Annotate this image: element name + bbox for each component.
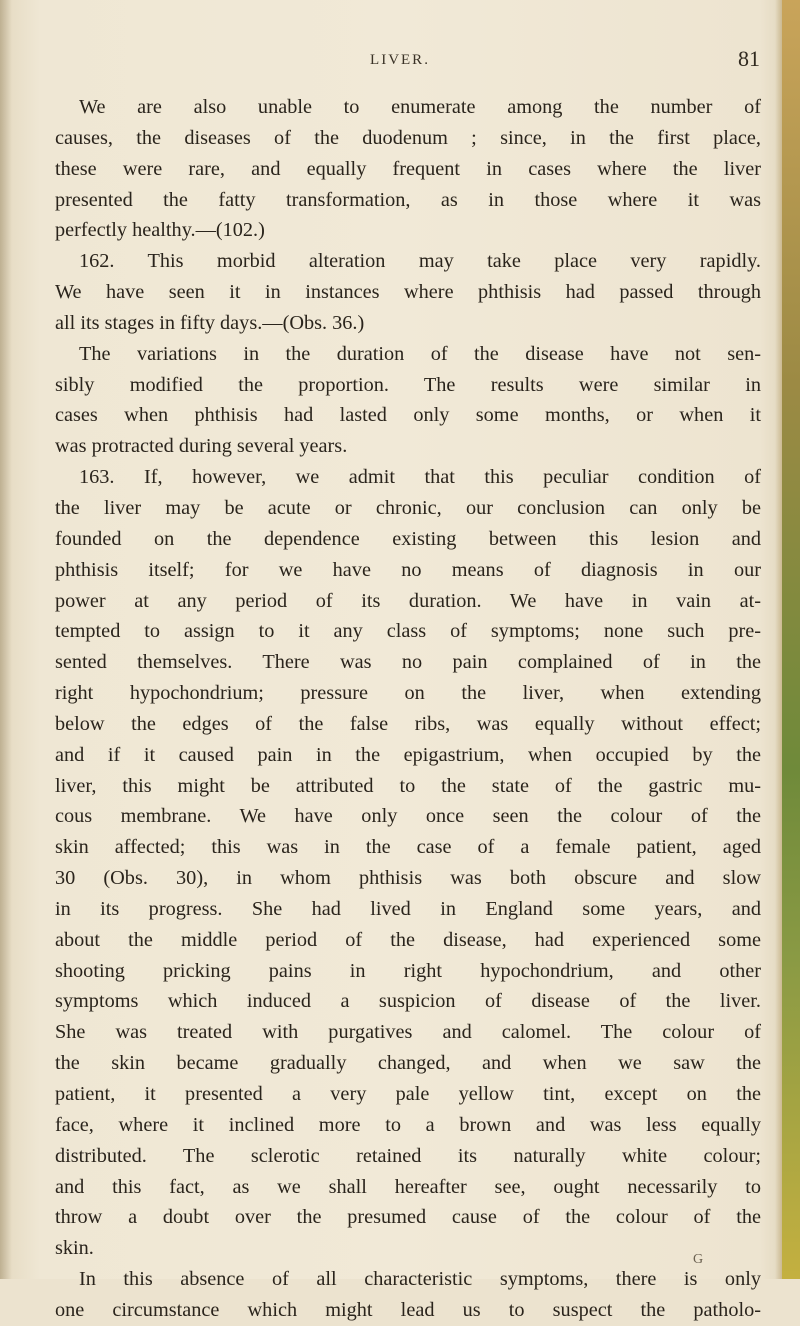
- text-line: patient, it presented a very pale yellow tint, except on the: [55, 1083, 761, 1105]
- text-line: tempted to assign to it any class of symptoms; none such pre-: [55, 620, 761, 643]
- body-text: [55, 92, 761, 1326]
- text-line: shooting pricking pains in right hypochondrium, and other: [55, 959, 761, 982]
- text-line: We have seen it in instances where phthisis had passed through: [55, 281, 761, 304]
- page-edge-binding: [782, 0, 800, 1279]
- text-line: cases when phthisis had lasted only some months, or when it: [55, 404, 761, 427]
- text-line: 163. If, however, we admit that this peculiar condition of: [79, 466, 761, 489]
- text-line: all its stages in fifty days.—(Obs. 36.): [55, 311, 365, 334]
- text-line: the skin became gradually changed, and when we saw the: [55, 1052, 761, 1075]
- text-line: right hypochondrium; pressure on the liver, when extending: [55, 682, 761, 705]
- text-line: founded on the dependence existing between this lesion and: [55, 527, 761, 550]
- text-line: distributed. The sclerotic retained its naturally white colour;: [55, 1144, 761, 1167]
- text-line: 30 (Obs. 30), in whom phthisis was both obscure and slow: [55, 867, 761, 890]
- text-line: one circumstance which might lead us to suspect the patholo-: [55, 1298, 761, 1321]
- text-line: The variations in the duration of the disease have not sen-: [79, 342, 761, 365]
- text-line: the liver may be acute or chronic, our conclusion can only be: [55, 496, 761, 519]
- text-line: and this fact, as we shall hereafter see, ought necessarily to: [55, 1175, 761, 1198]
- text-line: liver, this might be attributed to the state of the gastric mu-: [55, 774, 761, 797]
- text-line: symptoms which induced a suspicion of disease of the liver.: [55, 990, 761, 1013]
- text-line: power at any period of its duration. We have in vain at-: [55, 589, 761, 612]
- text-line: cous membrane. We have only once seen the colour of the: [55, 805, 761, 828]
- text-line: skin affected; this was in the case of a female patient, aged: [55, 836, 761, 859]
- text-line: phthisis itself; for we have no means of diagnosis in our: [55, 558, 761, 581]
- text-line: throw a doubt over the presumed cause of the colour of the: [55, 1206, 761, 1229]
- text-line: below the edges of the false ribs, was equally without effect;: [55, 712, 761, 735]
- text-line: We are also unable to enumerate among the number of: [79, 96, 761, 118]
- text-line: and if it caused pain in the epigastrium, when occupied by the: [55, 743, 761, 766]
- gutter-shadow: [0, 0, 12, 1279]
- text-line: about the middle period of the disease, had experienced some: [55, 928, 761, 951]
- text-line: presented the fatty transformation, as in those where it was: [55, 188, 761, 211]
- text-line: was protracted during several years.: [55, 435, 348, 458]
- text-line: in its progress. She had lived in England some years, and: [55, 897, 761, 920]
- text-line: skin.: [55, 1237, 94, 1260]
- text-line: face, where it inclined more to a brown and was less equally: [55, 1113, 761, 1136]
- text-line: sibly modified the proportion. The results were similar in: [55, 373, 761, 396]
- page-number: 81: [738, 46, 760, 71]
- text-line: these were rare, and equally frequent in cases where the liver: [55, 157, 761, 180]
- running-head: LIVER.: [370, 52, 430, 68]
- text-line: sented themselves. There was no pain complained of in the: [55, 651, 761, 674]
- signature-mark: G: [693, 1252, 704, 1267]
- text-line: perfectly healthy.—(102.): [55, 219, 265, 242]
- text-line: She was treated with purgatives and calomel. The colour of: [55, 1021, 761, 1044]
- text-line: In this absence of all characteristic symptoms, there is only: [79, 1268, 761, 1291]
- text-line: 162. This morbid alteration may take place very rapidly.: [79, 250, 761, 273]
- text-line: causes, the diseases of the duodenum ; since, in the first place,: [55, 126, 761, 149]
